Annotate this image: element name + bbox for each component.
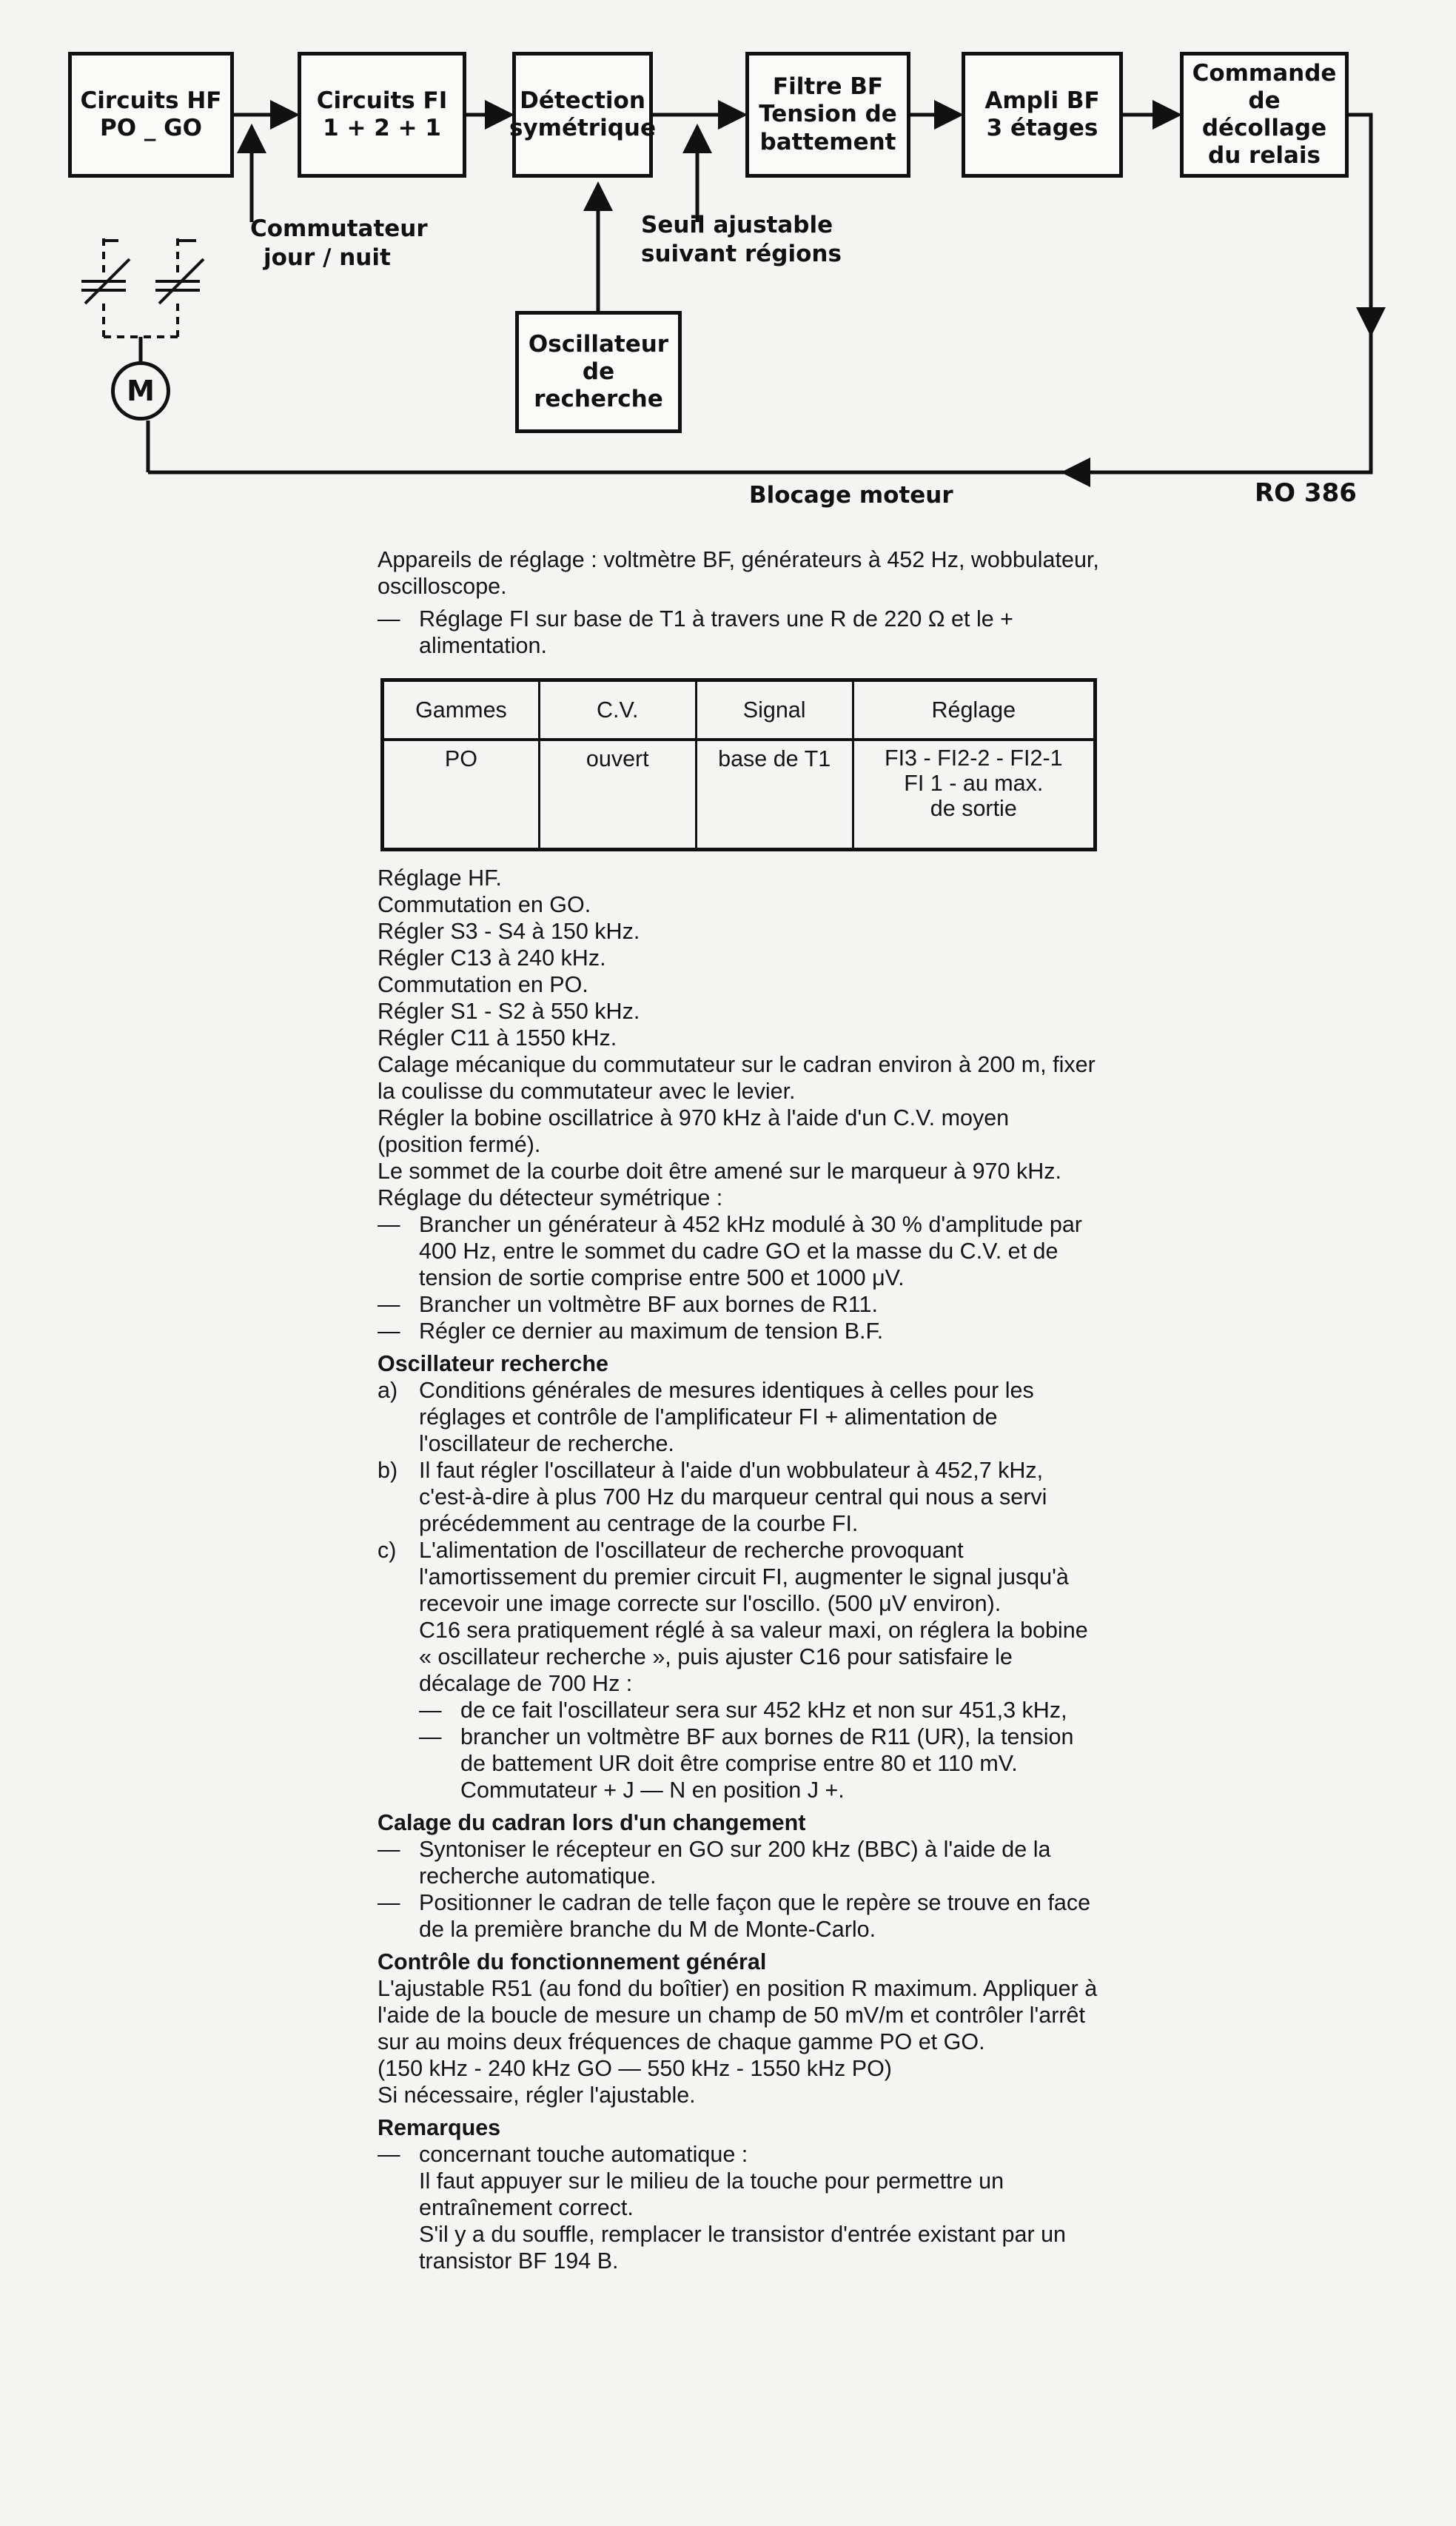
item-marker-a: a) [378,1378,398,1403]
hf-line: Calage mécanique du commutateur sur le cadran environ à 200 m, fixer la coulisse du commutateur avec le levier. [378,1052,1096,1104]
table-cell-signal: base de T1 [696,740,853,850]
block-detection [509,52,657,178]
section-title-calage: Calage du cadran lors d'un changement [378,1810,806,1835]
section-title-controle: Contrôle du fonctionnement général [378,1949,767,1974]
block-filtre-bf-line2: Tension de [759,101,897,128]
block-ampli-bf [962,52,1123,178]
calage-item-text: Syntoniser le récepteur en GO sur 200 kHz (BBC) à l'aide de la recherche automatique. [419,1837,1051,1889]
hf-line: Commutation en PO. [378,972,588,997]
calage-item [378,1889,1099,1943]
hf-line: Régler la bobine oscillatrice à 970 kHz à l'aide d'un C.V. moyen (position fermé). [378,1105,1010,1157]
dash-marker: — [378,1212,400,1237]
intro-fi-text: Réglage FI sur base de T1 à travers une R de 220 Ω et le + alimentation. [419,606,1013,658]
dash-marker: — [419,1724,442,1749]
block-commande-line3: du relais [1208,142,1321,170]
hf-line: Commutation en GO. [378,892,591,917]
osc-item-c [378,1537,1099,1617]
label-commutateur-line2: jour / nuit [264,244,391,271]
block-filtre-bf-line3: battement [759,128,896,155]
block-oscillateur-line2: de [582,358,615,385]
item-marker-b: b) [378,1458,398,1483]
osc-sub-item-text: brancher un voltmètre BF aux bornes de R11 (UR), la tension de battement UR doit être comprise entre 80 et 110 mV. Commutateur + J — N en position J +. [460,1724,1074,1803]
diagram-reference: RO 386 [1255,478,1357,508]
osc-item-b-text: Il faut régler l'oscillateur à l'aide d'un wobbulateur à 452,7 kHz, c'est-à-dire à plus 700 Hz du marqueur central qui nous a servi précédemment au centrage de la courbe FI. [419,1458,1047,1536]
det-item [378,1291,1099,1318]
item-marker-c: c) [378,1538,397,1563]
remarques-text: Il faut appuyer sur le milieu de la touche pour permettre un entraînement correct. [419,2168,1004,2220]
block-commande [1180,52,1349,178]
table-cell-reglage-line1: FI3 - FI2-2 - FI2-1 [884,746,1063,771]
table-row [383,740,1096,850]
label-commutateur [250,215,428,272]
block-filtre-bf [745,52,910,178]
table-cell-reglage-line2: FI 1 - au max. [904,771,1044,796]
dash-marker: — [378,606,400,632]
controle-adjust: Si nécessaire, régler l'ajustable. [378,2083,696,2108]
block-circuits-hf [68,52,234,178]
osc-sub-item [378,1697,1099,1723]
osc-item-c-text: L'alimentation de l'oscillateur de recherche provoquant l'amortissement du premier circuit FI, augmenter le signal jusqu'à recevoir une image correcte sur l'oscillo. (500 μV environ). [419,1538,1069,1616]
table-header-cv: C.V. [539,680,696,740]
osc-item-b [378,1457,1099,1537]
det-item [378,1318,1099,1344]
osc-item-a [378,1377,1099,1457]
label-commutateur-line1: Commutateur [250,215,428,242]
table-header-gammes: Gammes [383,680,540,740]
dash-marker: — [378,1292,400,1317]
dash-marker: — [378,1319,400,1344]
dash-marker: — [378,1890,400,1915]
block-circuits-fi [298,52,466,178]
osc-sub-item [378,1723,1099,1803]
block-ampli-bf-line1: Ampli BF [984,87,1100,114]
block-detection-line2: symétrique [509,115,657,141]
calage-item-text: Positionner le cadran de telle façon que le repère se trouve en face de la première branche du M de Monte-Carlo. [419,1890,1091,1942]
remarques-item [378,2141,1099,2168]
label-blocage-moteur: Blocage moteur [749,482,953,509]
block-circuits-hf-line1: Circuits HF [80,87,222,114]
label-seuil-line1: Seuil ajustable [641,212,833,238]
procedure-text [378,546,1099,2274]
hf-line: Le sommet de la courbe doit être amené sur le marqueur à 970 kHz. [378,1159,1061,1184]
det-item-text: Brancher un générateur à 452 kHz modulé à 30 % d'amplitude par 400 Hz, entre le sommet du cadre GO et la masse du C.V. et de tension de sortie comprise entre 500 et 1000 μV. [419,1212,1082,1290]
controle-frequencies: (150 kHz - 240 kHz GO — 550 kHz - 1550 kHz PO) [378,2056,892,2081]
osc-item-a-text: Conditions générales de mesures identiques à celles pour les réglages et contrôle de l'amplificateur FI + alimentation de l'oscillateur de recherche. [419,1378,1034,1456]
block-ampli-bf-line2: 3 étages [986,115,1098,141]
table-header-reglage: Réglage [853,680,1095,740]
det-item-text: Régler ce dernier au maximum de tension B.F. [419,1319,884,1344]
osc-sub-item-text: de ce fait l'oscillateur sera sur 452 kHz et non sur 451,3 kHz, [460,1698,1067,1723]
hf-line: Réglage du détecteur symétrique : [378,1185,723,1210]
block-circuits-fi-line2: 1 + 2 + 1 [323,115,441,141]
motor-icon: M [111,361,170,421]
table-cell-reglage-line3: de sortie [930,796,1017,821]
table-header-row [383,680,1096,740]
remarques-item-text: concernant touche automatique : [419,2142,748,2167]
block-filtre-bf-line1: Filtre BF [772,73,884,101]
block-commande-line2: de décollage [1201,87,1327,141]
dash-marker: — [419,1698,442,1723]
variable-capacitor-icon [81,238,204,337]
label-seuil-line2: suivant régions [641,240,842,267]
block-oscillateur-line1: Oscillateur [528,330,669,358]
section-title-oscillateur: Oscillateur recherche [378,1351,608,1376]
controle-text: L'ajustable R51 (au fond du boîtier) en position R maximum. Appliquer à l'aide de la boucle de mesure un champ de 50 mV/m et contrôler l'arrêt sur au moins deux fréquences de chaque gamme PO et GO. [378,1976,1098,2054]
hf-line: Régler C11 à 1550 kHz. [378,1025,617,1051]
det-item [378,1211,1099,1291]
hf-line: Régler S3 - S4 à 150 kHz. [378,919,640,944]
block-detection-line1: Détection [520,87,645,114]
hf-line: Régler S1 - S2 à 550 kHz. [378,999,640,1024]
intro-equipment: Appareils de réglage : voltmètre BF, générateurs à 452 Hz, wobbulateur, oscilloscope. [378,547,1099,599]
table-cell-gamme: PO [383,740,540,850]
intro-fi-item [378,606,1099,659]
table-cell-cv: ouvert [539,740,696,850]
block-oscillateur-line3: recherche [534,386,663,413]
block-circuits-fi-line1: Circuits FI [316,87,448,114]
table-header-signal: Signal [696,680,853,740]
calage-item [378,1836,1099,1889]
arrow-blocage-line [1073,326,1371,472]
det-item-text: Brancher un voltmètre BF aux bornes de R11. [419,1292,878,1317]
dash-marker: — [378,1837,400,1862]
arrow-commande-down [1349,115,1371,333]
block-oscillateur [515,311,682,433]
block-diagram [0,0,1456,533]
block-commande-line1: Commande [1192,59,1337,87]
section-title-remarques: Remarques [378,2115,501,2140]
osc-c16: C16 sera pratiquement réglé à sa valeur maxi, on réglera la bobine « oscillateur recherche », puis ajuster C16 pour satisfaire le décalage de 700 Hz : [419,1618,1088,1696]
label-seuil [641,211,842,269]
settings-table [380,678,1097,851]
hf-line: Réglage HF. [378,865,502,891]
table-cell-reglage [853,740,1095,850]
block-circuits-hf-line2: PO _ GO [100,115,202,141]
remarques-text: S'il y a du souffle, remplacer le transistor d'entrée existant par un transistor BF 194 B. [419,2222,1067,2274]
dash-marker: — [378,2142,400,2167]
hf-line: Régler C13 à 240 kHz. [378,945,606,971]
